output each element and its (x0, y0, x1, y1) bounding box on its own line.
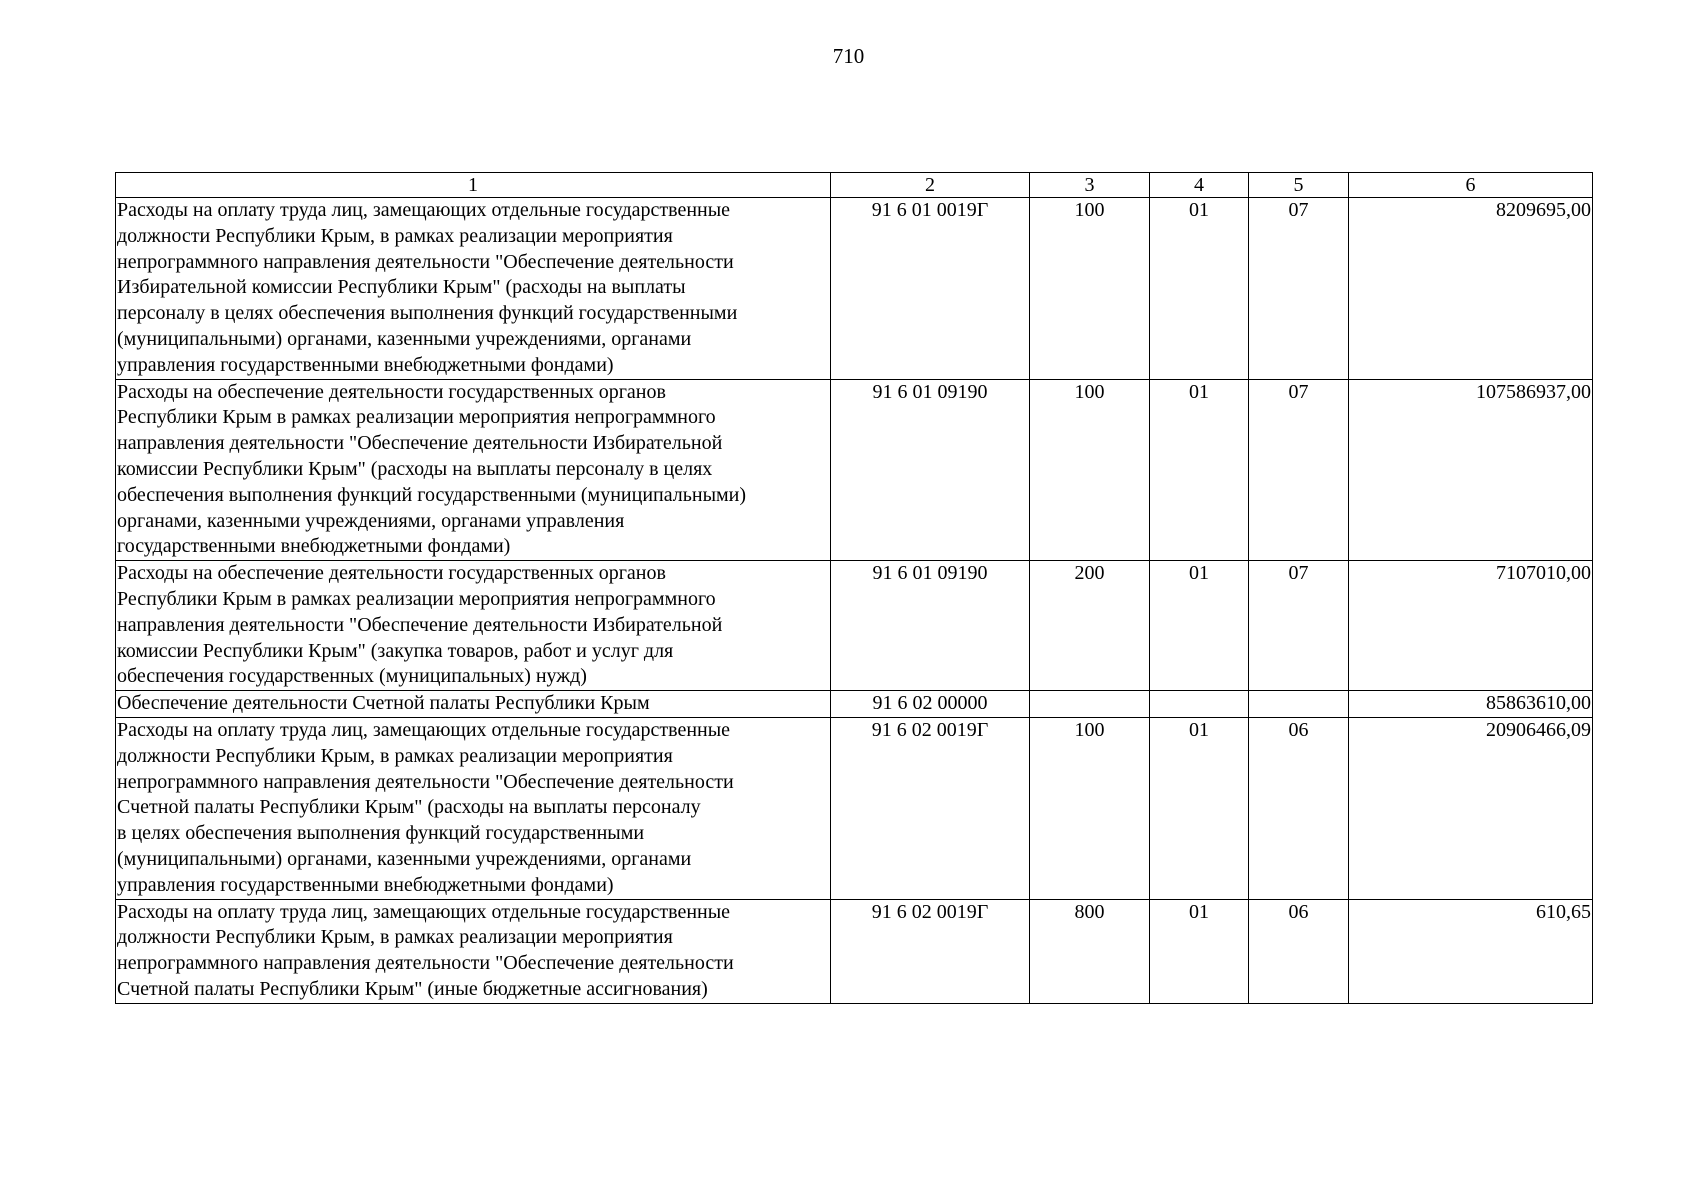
column-header-5: 5 (1249, 173, 1349, 198)
row-subsection: 07 (1249, 198, 1349, 380)
row-expense-type: 100 (1030, 379, 1150, 561)
table-row (116, 717, 1593, 899)
table-header-row (116, 173, 1593, 198)
row-section: 01 (1150, 899, 1249, 1003)
row-target-code: 91 6 01 09190 (831, 379, 1030, 561)
row-description: Расходы на оплату труда лиц, замещающих отдельные государственные должности Республики Крым, в рамках реализации мероприятия непрограммного направления деятельности "Обеспечение деятельности Избирательной комиссии Республики Крым" (расходы на выплаты персоналу в целях обеспечения выполнения функций государственными (муниципальными) органами, казенными учреждениями, органами управления государственными внебюджетными фондами) (116, 198, 831, 380)
row-amount: 85863610,00 (1349, 691, 1593, 718)
row-subsection: 06 (1249, 899, 1349, 1003)
row-expense-type: 800 (1030, 899, 1150, 1003)
page-number: 710 (832, 44, 865, 68)
row-target-code: 91 6 01 09190 (831, 561, 1030, 691)
column-header-4: 4 (1150, 173, 1249, 198)
row-section (1150, 691, 1249, 718)
row-description: Расходы на обеспечение деятельности государственных органов Республики Крым в рамках реализации мероприятия непрограммного направления деятельности "Обеспечение деятельности Избирательной комиссии Республики Крым" (расходы на выплаты персоналу в целях обеспечения выполнения функций государственными (муниципальными) органами, казенными учреждениями, органами управления государственными внебюджетными фондами) (116, 379, 831, 561)
row-subsection (1249, 691, 1349, 718)
row-amount: 8209695,00 (1349, 198, 1593, 380)
table-row (116, 899, 1593, 1003)
row-expense-type: 100 (1030, 717, 1150, 899)
table-row (116, 561, 1593, 691)
row-subsection: 07 (1249, 561, 1349, 691)
table-row (116, 379, 1593, 561)
row-subsection: 07 (1249, 379, 1349, 561)
row-target-code: 91 6 02 00000 (831, 691, 1030, 718)
row-section: 01 (1150, 198, 1249, 380)
row-section: 01 (1150, 379, 1249, 561)
row-expense-type (1030, 691, 1150, 718)
column-header-2: 2 (831, 173, 1030, 198)
row-target-code: 91 6 02 0019Г (831, 899, 1030, 1003)
column-header-1: 1 (116, 173, 831, 198)
table-row (116, 198, 1593, 380)
row-amount: 7107010,00 (1349, 561, 1593, 691)
row-section: 01 (1150, 717, 1249, 899)
row-expense-type: 100 (1030, 198, 1150, 380)
row-amount: 107586937,00 (1349, 379, 1593, 561)
row-amount: 20906466,09 (1349, 717, 1593, 899)
row-expense-type: 200 (1030, 561, 1150, 691)
column-header-6: 6 (1349, 173, 1593, 198)
row-description: Обеспечение деятельности Счетной палаты Республики Крым (116, 691, 831, 718)
row-amount: 610,65 (1349, 899, 1593, 1003)
row-description: Расходы на оплату труда лиц, замещающих отдельные государственные должности Республики Крым, в рамках реализации мероприятия непрограммного направления деятельности "Обеспечение деятельности Счетной палаты Республики Крым" (иные бюджетные ассигнования) (116, 899, 831, 1003)
table-row (116, 691, 1593, 718)
row-description: Расходы на оплату труда лиц, замещающих отдельные государственные должности Республики Крым, в рамках реализации мероприятия непрограммного направления деятельности "Обеспечение деятельности Счетной палаты Республики Крым" (расходы на выплаты персоналу в целях обеспечения выполнения функций государственными (муниципальными) органами, казенными учреждениями, органами управления государственными внебюджетными фондами) (116, 717, 831, 899)
row-section: 01 (1150, 561, 1249, 691)
column-header-3: 3 (1030, 173, 1150, 198)
budget-table (115, 172, 1593, 1004)
row-subsection: 06 (1249, 717, 1349, 899)
row-target-code: 91 6 01 0019Г (831, 198, 1030, 380)
row-description: Расходы на обеспечение деятельности государственных органов Республики Крым в рамках реализации мероприятия непрограммного направления деятельности "Обеспечение деятельности Избирательной комиссии Республики Крым" (закупка товаров, работ и услуг для обеспечения государственных (муниципальных) нужд) (116, 561, 831, 691)
row-target-code: 91 6 02 0019Г (831, 717, 1030, 899)
